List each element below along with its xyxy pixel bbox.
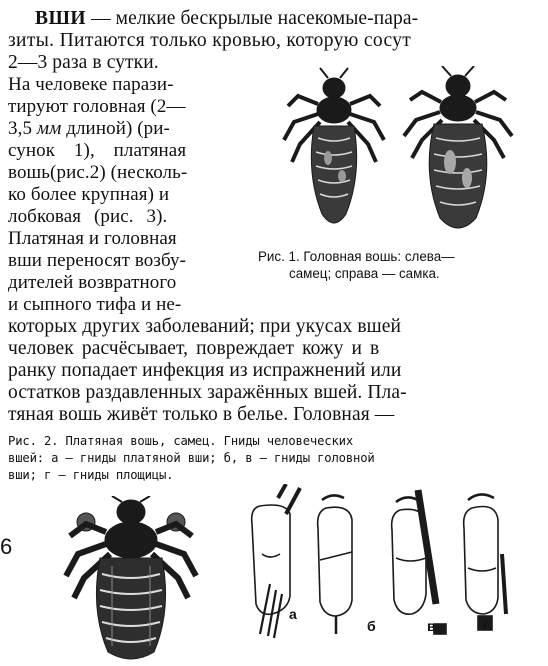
article-line-15: которых других заболеваний; при укусах вшей [8, 316, 402, 337]
article-line-11: Платяная и головная [8, 228, 177, 249]
article-line-2: зиты. Питаются только кровью, которую сосут [8, 30, 412, 51]
article-line-3: 2—3 раза в сутки. [8, 52, 159, 73]
nit-b-drawing [318, 495, 352, 634]
article-headword: ВШИ [35, 8, 87, 29]
article-line-10: лобковая (рис. 3). [8, 206, 168, 227]
article-line-9: ко более крупная) и [8, 184, 170, 205]
head-louse-male-drawing [284, 68, 384, 223]
article-line-6: 3,5 мм длиной) (ри- [8, 118, 170, 139]
article-line-13: дителей возвратного [8, 272, 177, 293]
article-line-4: На человеке парази- [8, 74, 174, 95]
article-line-14: и сыпного тифа и не- [8, 294, 182, 315]
head-louse-female-drawing [404, 66, 512, 228]
figure-2-caption-line-2: вшей: а — гниды платяной вши; б, в — гниды головной [8, 451, 375, 465]
figure-1-caption-line-2: самец; справа — самка. [289, 266, 440, 281]
figure-2-caption-line-1: Рис. 2. Платяная вошь, самец. Гниды человеческих [8, 434, 353, 448]
nit-label-a: а [289, 606, 297, 622]
article-line-17: ранку попадает инфекция из испражнений или [8, 360, 402, 381]
article-line-18: остатков раздавленных заражённых вшей. Пла- [8, 382, 407, 403]
figure-2-body-louse-illustration [56, 496, 206, 664]
nit-label-g: г [483, 616, 489, 632]
figure-2-nits-illustration [240, 484, 540, 656]
figure-1-head-lice-illustration [262, 66, 542, 244]
nit-label-v: в [427, 618, 436, 634]
figure-2-caption-line-3: вши; г — гниды площицы. [8, 468, 174, 482]
body-louse-male-drawing [66, 496, 196, 659]
nit-label-b: б [367, 618, 376, 634]
article-line-19: тяная вошь живёт только в белье. Головная — [8, 404, 395, 425]
article-line-5: тируют головная (2— [8, 96, 186, 117]
unit-mm: мм [36, 118, 62, 139]
article-line-12: вши переносят возбу- [8, 250, 187, 271]
nit-v-drawing [392, 490, 446, 634]
article-line-16: человек расчёсывает, повреждает кожу и в [8, 338, 380, 359]
article-line-7: сунок 1), платяная [8, 140, 187, 161]
article-line-1: ВШИ — мелкие бескрылые насекомые-пара- [35, 8, 419, 29]
nit-g-drawing [464, 494, 506, 630]
figure-1-caption-line-1: Рис. 1. Головная вошь: слева— [258, 249, 455, 264]
article-line-8: вошь(рис.2) (несколь- [8, 162, 188, 183]
page-marker: 6 [0, 534, 13, 559]
